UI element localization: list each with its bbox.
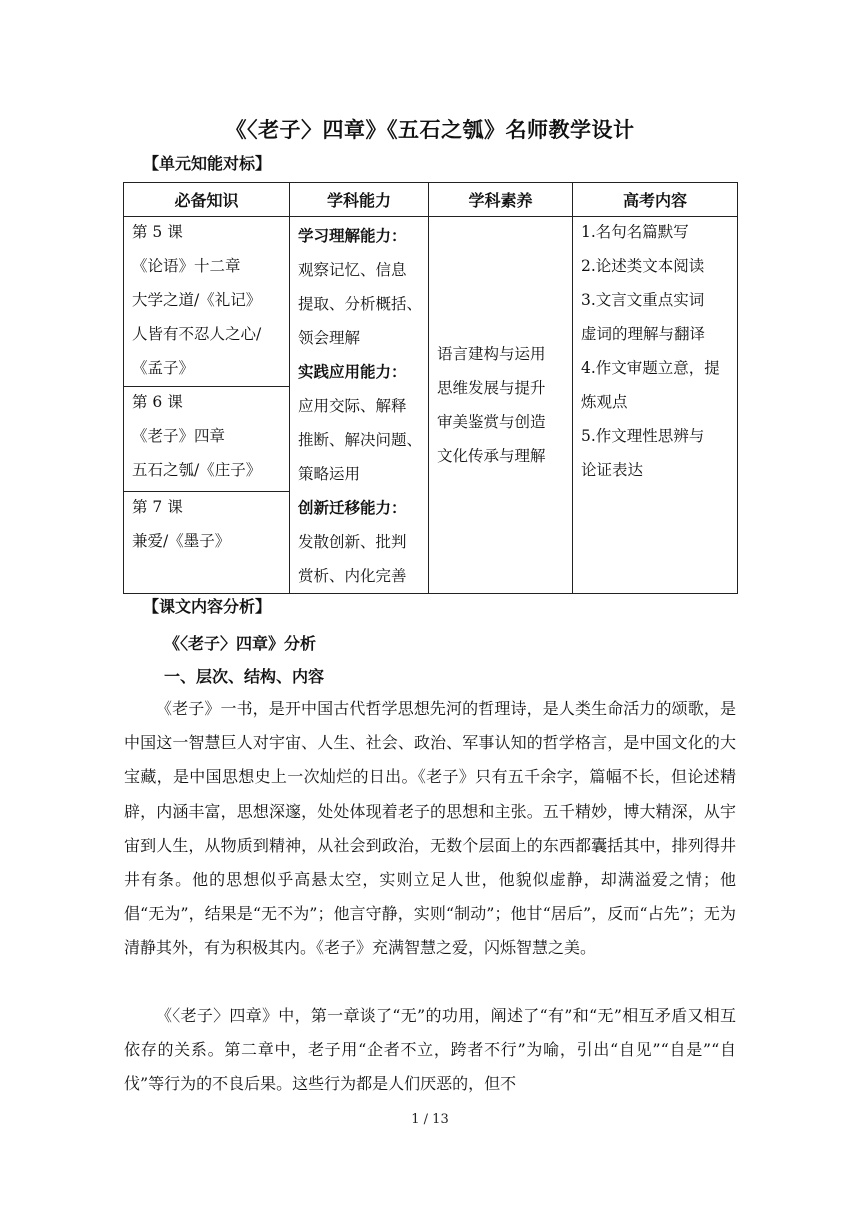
table-cell-text: 兼爱/《墨子》 [132,532,231,551]
table-header-row [124,183,738,217]
ability-cell [290,217,429,594]
ability-heading: 实践应用能力： [298,363,407,381]
table-cell-text: 2.论述类文本阅读 [581,257,705,275]
table-cell-text: 《孟子》 [132,359,195,377]
paragraph: 《〈老子〉四章》中，第一章谈了“无”的功用，阐述了“有”和“无”相互矛盾又相互依存的关系。第二章中，老子用“企者不立，跨者不行”为喻，引出“自见”“自是”“自伐”等行为的不良后果。这些行为都是人们厌恶的，但不 [124,1006,736,1094]
table-cell-text: 赏析、内化完善 [298,567,407,585]
table-cell-text: 虚词的理解与翻译 [581,325,706,343]
unit-targets-table [123,182,738,594]
table-cell-text: 领会理解 [298,329,361,347]
literacy-cell [429,217,573,594]
table-cell-text: 大学之道/《礼记》 [132,291,262,309]
knowledge-cell-lesson7 [124,492,290,594]
section-heading-text-analysis: 【课文内容分析】 [143,597,272,616]
table-cell-text: 观察记忆、信息 [298,261,407,279]
ability-heading: 学习理解能力： [298,227,407,245]
table-cell-text: 《论语》十二章 [132,257,241,275]
section-heading-unit-targets: 【单元知能对标】 [143,154,272,173]
table-header: 学科素养 [429,183,573,217]
exam-content-cell [573,217,738,594]
knowledge-cell-lesson5 [124,217,290,387]
table-cell-text: 5.作文理性思辨与 [581,427,705,445]
ability-heading: 创新迁移能力： [298,499,407,517]
table-header: 学科能力 [290,183,429,217]
table-cell-text: 人皆有不忍人之心/ [132,325,262,343]
table-cell-text: 应用交际、解释 [298,397,407,415]
table-cell-text: 第 6 课 [132,392,183,411]
table-cell-text: 五石之瓠/《庄子》 [132,460,262,479]
table-cell-text: 语言建构与运用 [437,345,546,363]
table-cell-text: 审美鉴赏与创造 [437,413,546,431]
table-cell-text: 思维发展与提升 [437,379,546,397]
table-cell-text: 推断、解决问题、 [298,431,423,449]
table-cell-text: 《老子》四章 [132,426,226,445]
table-cell-text: 3.文言文重点实词 [581,291,705,309]
sub-sub-heading: 一、层次、结构、内容 [164,667,325,686]
table-cell-text: 文化传承与理解 [437,447,546,465]
table-cell-text: 炼观点 [581,393,628,411]
table-cell-text: 论证表达 [581,461,644,479]
table-cell-text: 第 7 课 [132,498,183,517]
sub-heading: 《〈老子〉四章》分析 [164,634,317,653]
table-cell-text: 提取、分析概括、 [298,295,423,313]
page-number: 1 / 13 [411,1112,449,1127]
table-header: 高考内容 [573,183,738,217]
knowledge-cell-lesson6 [124,386,290,492]
table-cell-text: 1.名句名篇默写 [581,223,689,241]
table-cell-text: 策略运用 [298,465,361,483]
table-cell-text: 第 5 课 [132,223,183,241]
table-cell-text: 发散创新、批判 [298,533,407,551]
table-header: 必备知识 [124,183,290,217]
paragraph: 《老子》一书，是开中国古代哲学思想先河的哲理诗，是人类生命活力的颂歌，是中国这一智慧巨人对宇宙、人生、社会、政治、军事认知的哲学格言，是中国文化的大宝藏，是中国思想史上一次灿烂的日出。《老子》只有五千余字，篇幅不长，但论述精辟，内涵丰富，思想深邃，处处体现着老子的思想和主张。五千精妙，博大精深，从宇宙到人生，从物质到精神，从社会到政治，无数个层面上的东西都囊括其中，排列得井井有条。他的思想似乎高悬太空，实则立足人世，他貌似虚静，却满溢爱之情；他倡“无为”，结果是“无不为”；他言守静，实则“制动”；他甘“居后”，反而“占先”；无为清静其外，有为积极其内。《老子》充满智慧之爱，闪烁智慧之美。 [124,699,736,958]
document-title: 《〈老子〉四章》《五石之瓠》名师教学设计 [225,118,635,142]
table-cell-text: 4.作文审题立意，提 [581,359,720,377]
